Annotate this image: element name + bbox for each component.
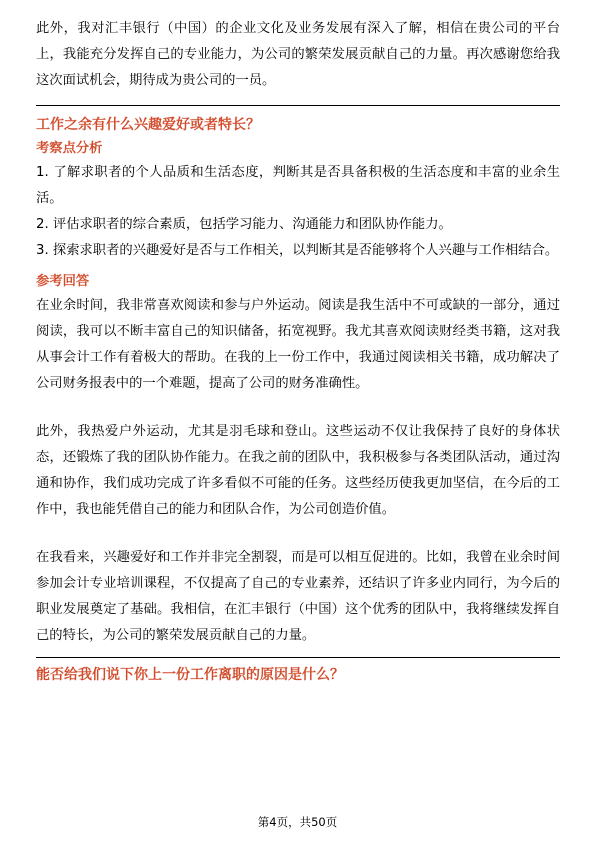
analysis-list [36, 160, 560, 264]
intro-paragraph: 此外，我对汇丰银行（中国）的企业文化及业务发展有深入了解，相信在贵公司的平台上，我能充分发挥自己的专业能力，为公司的繁荣发展贡献自己的力量。再次感谢您给我这次面试机会，期待成为贵公司的一员。 [36, 21, 560, 88]
document-page [36, 14, 560, 688]
answer-paragraph: 在我看来，兴趣爱好和工作并非完全割裂，而是可以相互促进的。比如，我曾在业余时间参加会计专业培训课程，不仅提高了自己的专业素养，还结识了许多业内同行，为今后的职业发展奠定了基础。我相信，在汇丰银行（中国）这个优秀的团队中，我将继续发挥自己的特长，为公司的繁荣发展贡献自己的力量。 [36, 550, 560, 643]
analysis-item: 1. 了解求职者的个人品质和生活态度，判断其是否具备积极的生活态度和丰富的业余生活。 [36, 165, 560, 206]
analysis-item: 2. 评估求职者的综合素质，包括学习能力、沟通能力和团队协作能力。 [36, 217, 452, 232]
question-leaving-reason: 能否给我们说下你上一份工作离职的原因是什么？ [36, 667, 344, 683]
answer-paragraph: 此外，我热爱户外运动，尤其是羽毛球和登山。这些运动不仅让我保持了良好的身体状态，还锻炼了我的团队协作能力。在我之前的团队中，我积极参与各类团队活动，通过沟通和协作，我们成功完成了许多看似不可能的任务。这些经历使我更加坚信，在今后的工作中，我也能凭借自己的能力和团队合作，为公司创造价值。 [36, 424, 560, 517]
page-number: 第4页，共50页 [257, 815, 338, 829]
analysis-heading: 考察点分析 [36, 141, 103, 156]
question-hobbies: 工作之余有什么兴趣爱好或者特长？ [36, 117, 260, 133]
section-divider [36, 657, 560, 658]
answer-paragraph: 在业余时间，我非常喜欢阅读和参与户外运动。阅读是我生活中不可或缺的一部分，通过阅读，我可以不断丰富自己的知识储备，拓宽视野。我尤其喜欢阅读财经类书籍，这对我从事会计工作有着极大的帮助。在我的上一份工作中，我通过阅读相关书籍，成功解决了公司财务报表中的一个难题，提高了公司的财务准确性。 [36, 298, 560, 391]
section-divider [36, 105, 560, 106]
analysis-item: 3. 探索求职者的兴趣爱好是否与工作相关，以判断其是否能够将个人兴趣与工作相结合。 [36, 243, 559, 258]
answer-heading: 参考回答 [36, 274, 90, 289]
